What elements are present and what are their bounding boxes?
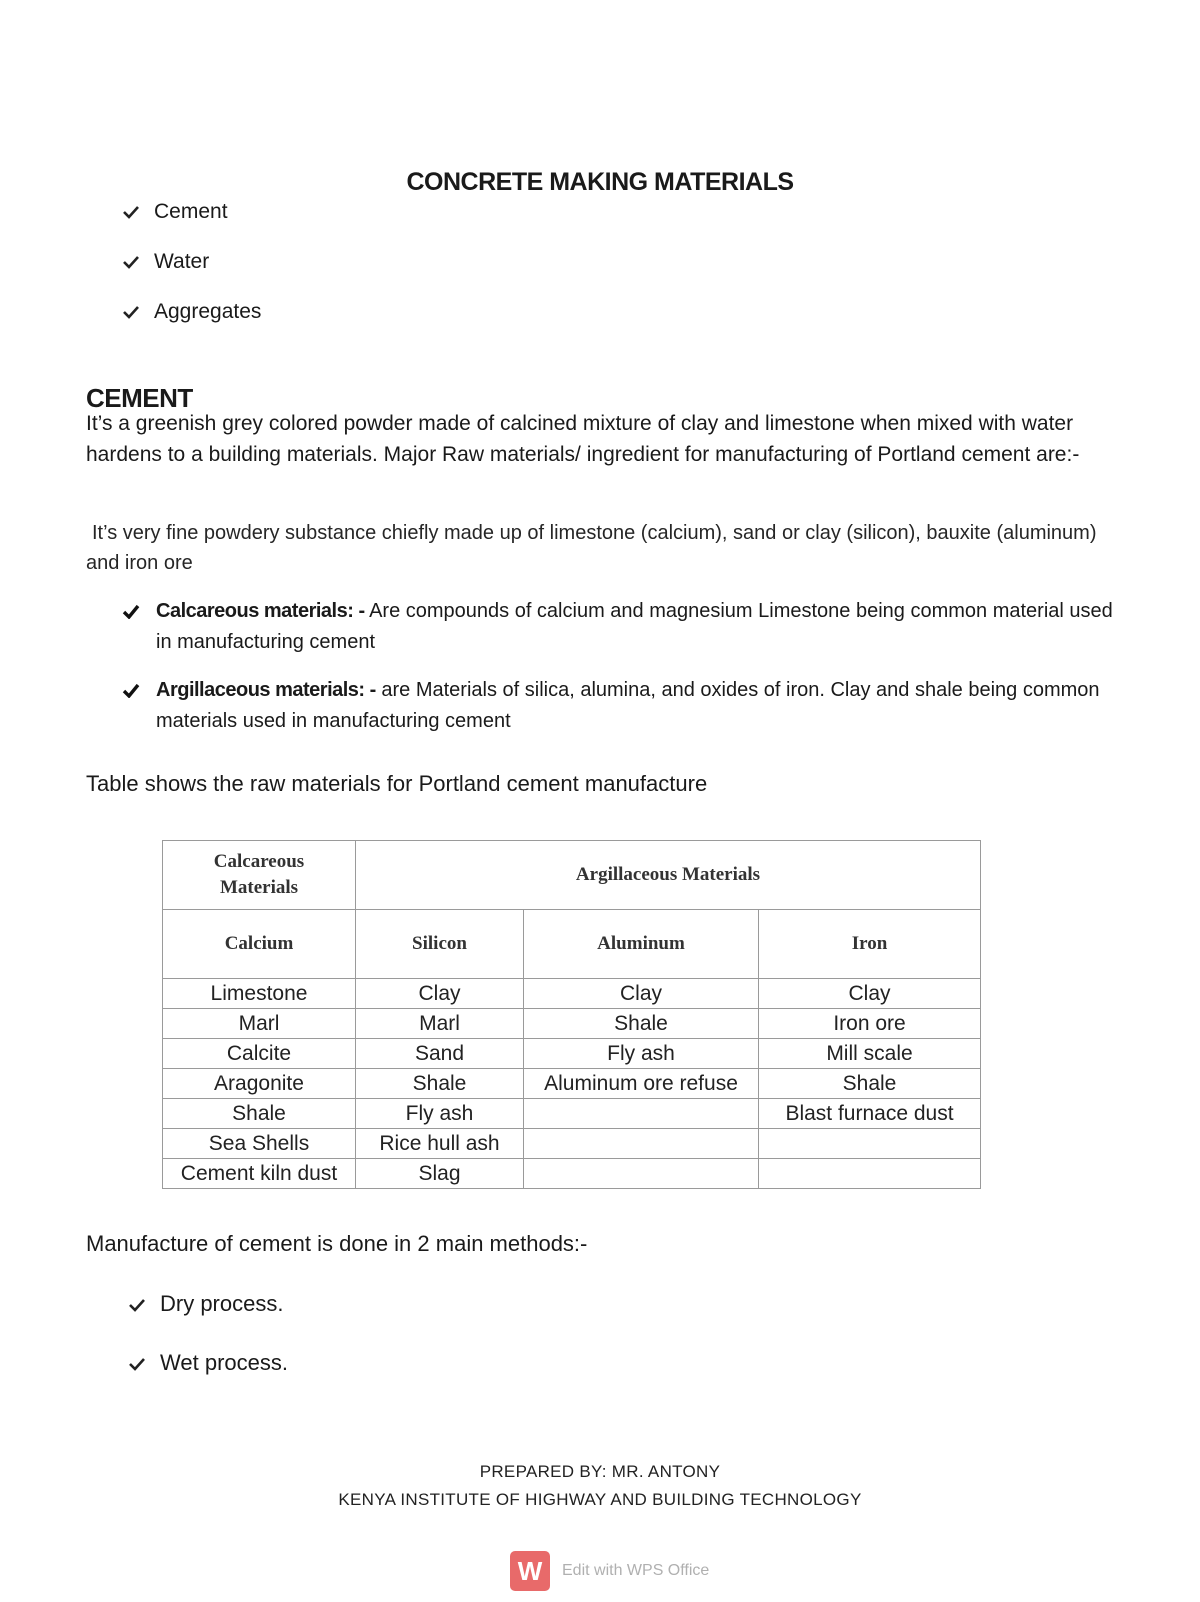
table-row (163, 1009, 981, 1039)
cement-definition: It’s a greenish grey colored powder made of calcined mixture of clay and limestone when mixed with water hardens to a building materials. Major Raw materials/ ingredient for manufacturing of Portland cement are:- (86, 412, 1080, 466)
table-cell (759, 1159, 981, 1189)
section-heading-cement: CEMENT (86, 383, 193, 413)
table-row (163, 979, 981, 1009)
list-item (122, 200, 228, 224)
table-cell: Limestone (163, 979, 356, 1009)
group-header-calcareous: Calcareous Materials (163, 841, 356, 910)
check-icon (122, 305, 140, 319)
bullet-text: Are compounds of calcium and magnesium Limestone being common material used in manufacturing cement (156, 600, 1113, 653)
list-item (128, 1350, 288, 1376)
table-cell (524, 1159, 759, 1189)
column-header: Aluminum (524, 910, 759, 979)
column-header: Silicon (356, 910, 524, 979)
table-cell: Fly ash (356, 1099, 524, 1129)
footer-institute: KENYA INSTITUTE OF HIGHWAY AND BUILDING TECHNOLOGY (338, 1490, 862, 1509)
table-cell: Marl (356, 1009, 524, 1039)
check-icon (128, 1298, 146, 1312)
bullet-text: are Materials of silica, alumina, and oxides of iron. Clay and shale being common materials used in manufacturing cement (156, 679, 1100, 732)
table-cell (524, 1129, 759, 1159)
document-title: CONCRETE MAKING MATERIALS (406, 168, 794, 196)
check-icon (122, 604, 140, 619)
check-icon (122, 255, 140, 269)
bullet-argillaceous (122, 675, 1122, 737)
list-item (128, 1291, 283, 1317)
table-caption: Table shows the raw materials for Portland cement manufacture (86, 771, 708, 796)
table-cell: Sea Shells (163, 1129, 356, 1159)
group-header-argillaceous: Argillaceous Materials (356, 841, 981, 910)
table-cell: Aluminum ore refuse (524, 1069, 759, 1099)
table-row (163, 1159, 981, 1189)
list-item-label: Dry process. (160, 1291, 284, 1316)
table-row (163, 1039, 981, 1069)
methods-intro: Manufacture of cement is done in 2 main methods:- (86, 1231, 588, 1256)
table-cell: Clay (759, 979, 981, 1009)
table-cell (759, 1129, 981, 1159)
check-icon (128, 1357, 146, 1371)
table-cell: Marl (163, 1009, 356, 1039)
table-cell: Rice hull ash (356, 1129, 524, 1159)
bullet-term: Argillaceous materials: - (156, 679, 376, 701)
table-row (163, 1129, 981, 1159)
column-header: Calcium (163, 910, 356, 979)
table-row (163, 1069, 981, 1099)
check-icon (122, 205, 140, 219)
list-item-label: Cement (154, 200, 228, 223)
list-item (122, 300, 261, 324)
bullet-calcareous (122, 596, 1122, 658)
list-item (122, 250, 209, 274)
table-cell: Calcite (163, 1039, 356, 1069)
column-header: Iron (759, 910, 981, 979)
list-item-label: Aggregates (154, 300, 262, 323)
table-cell: Shale (524, 1009, 759, 1039)
wps-watermark[interactable] (510, 1551, 709, 1591)
table-cell: Slag (356, 1159, 524, 1189)
cement-description: It’s very fine powdery substance chiefly made up of limestone (calcium), sand or clay (silicon), bauxite (aluminum) and iron ore (86, 522, 1097, 574)
check-icon (122, 683, 140, 698)
table-cell: Sand (356, 1039, 524, 1069)
table-cell: Aragonite (163, 1069, 356, 1099)
wps-logo-icon: W (510, 1551, 550, 1591)
table-cell: Iron ore (759, 1009, 981, 1039)
table-cell: Cement kiln dust (163, 1159, 356, 1189)
list-item-label: Water (154, 250, 210, 273)
table-cell: Mill scale (759, 1039, 981, 1069)
bullet-term: Calcareous materials: - (156, 600, 365, 622)
table-cell: Shale (356, 1069, 524, 1099)
table-cell: Fly ash (524, 1039, 759, 1069)
table-cell: Clay (524, 979, 759, 1009)
table-cell: Clay (356, 979, 524, 1009)
raw-materials-table (162, 840, 981, 1189)
table-cell: Shale (759, 1069, 981, 1099)
table-cell: Shale (163, 1099, 356, 1129)
table-cell: Blast furnace dust (759, 1099, 981, 1129)
table-cell (524, 1099, 759, 1129)
footer-prepared-by: PREPARED BY: MR. ANTONY (479, 1462, 721, 1481)
table-row (163, 1099, 981, 1129)
wps-watermark-text: Edit with WPS Office (562, 1562, 710, 1579)
list-item-label: Wet process. (160, 1350, 288, 1375)
